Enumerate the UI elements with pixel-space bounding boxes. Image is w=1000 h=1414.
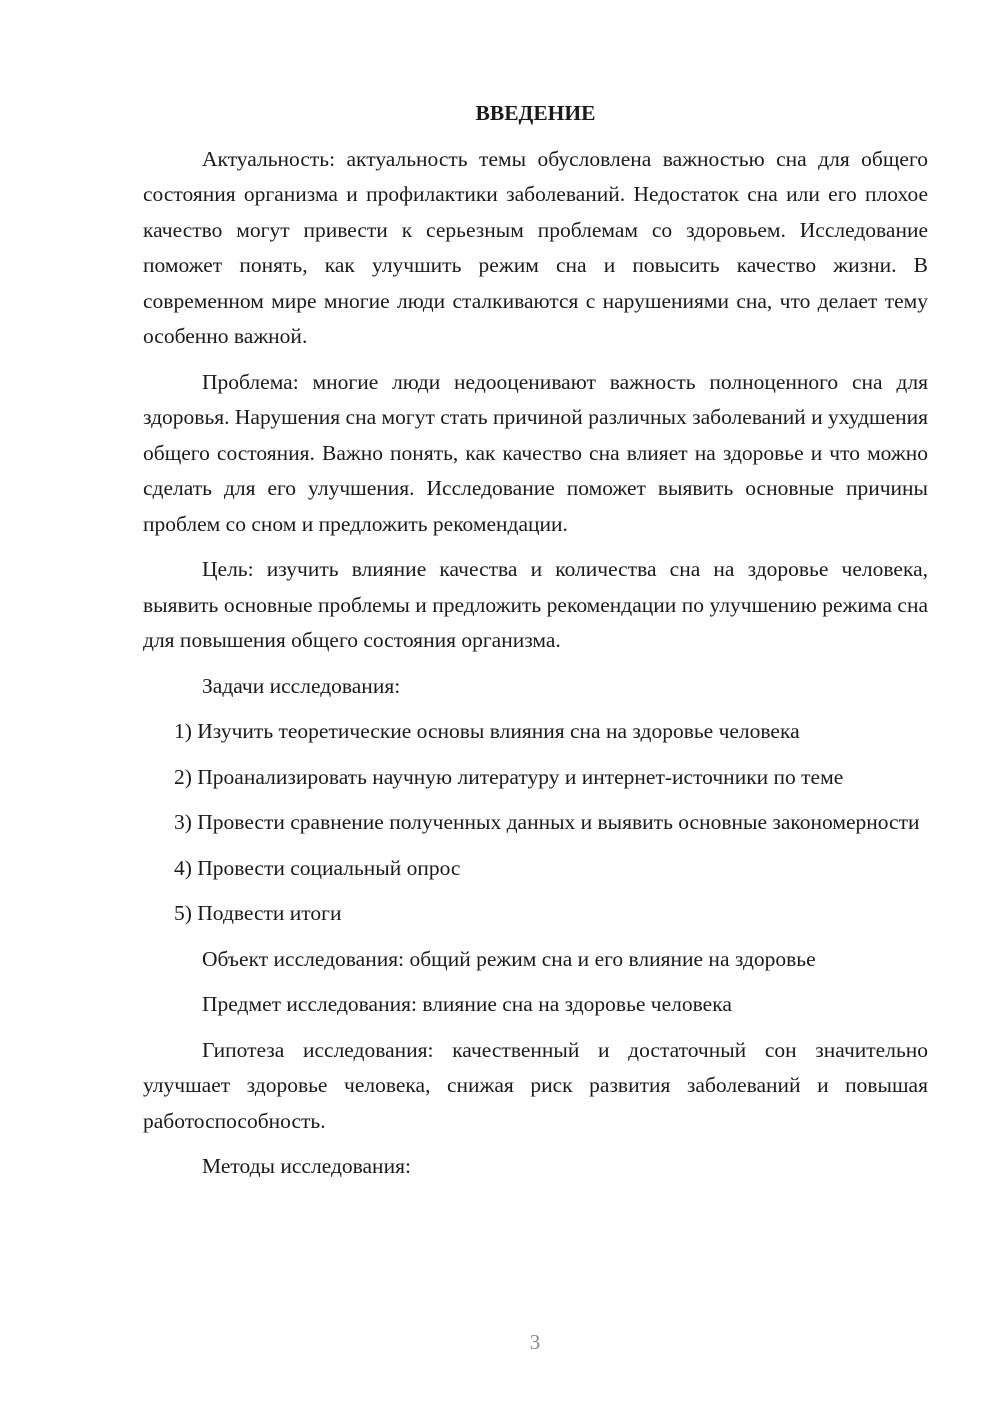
problem-paragraph: Проблема: многие люди недооценивают важность полноценного сна для здоровья. Нарушения сна могут стать причиной различных заболеваний и ухудшения общего состояния. Важно понять, как качество сна влияет на здоровье и что можно сделать для его улучшения. Исследование поможет выявить основные причины проблем со сном и предложить рекомендации. [143, 369, 929, 536]
relevance-paragraph: Актуальность: актуальность темы обусловлена важностью сна для общего состояния организма и профилактики заболеваний. Недостаток сна или его плохое качество могут привести к серьезным проблемам со здоровьем. Исследование поможет понять, как улучшить режим сна и повысить качество жизни. В современном мире многие люди сталкиваются с нарушениями сна, что делает тему особенно важной. [143, 146, 928, 348]
page-title: ВВЕДЕНИЕ [475, 101, 596, 125]
hypothesis-paragraph: Гипотеза исследования: качественный и достаточный сон значительно улучшает здоровье человека, снижая риск развития заболеваний и повышая работоспособность. [143, 1037, 928, 1133]
task-item-5: 5) Подвести итоги [174, 901, 342, 925]
goal-paragraph: Цель: изучить влияние качества и количества сна на здоровье человека, выявить основные проблемы и предложить рекомендации по улучшению режима сна для повышения общего состояния организма. [143, 557, 928, 652]
task-item-1: 1) Изучить теоретические основы влияния сна на здоровье человека [174, 719, 800, 743]
task-item-3: 3) Провести сравнение полученных данных и выявить основные закономерности [174, 810, 920, 834]
task-item-4: 4) Провести социальный опрос [174, 855, 461, 880]
task-item-2: 2) Проанализировать научную литературу и интернет-источники по теме [174, 764, 844, 789]
document-page [143, 96, 928, 1195]
methods-heading: Методы исследования: [202, 1154, 411, 1178]
object-paragraph: Объект исследования: общий режим сна и его влияние на здоровье [202, 946, 816, 971]
page-number: 3 [529, 1330, 541, 1354]
subject-paragraph: Предмет исследования: влияние сна на здоровье человека [202, 992, 732, 1016]
tasks-heading: Задачи исследования: [202, 673, 401, 698]
